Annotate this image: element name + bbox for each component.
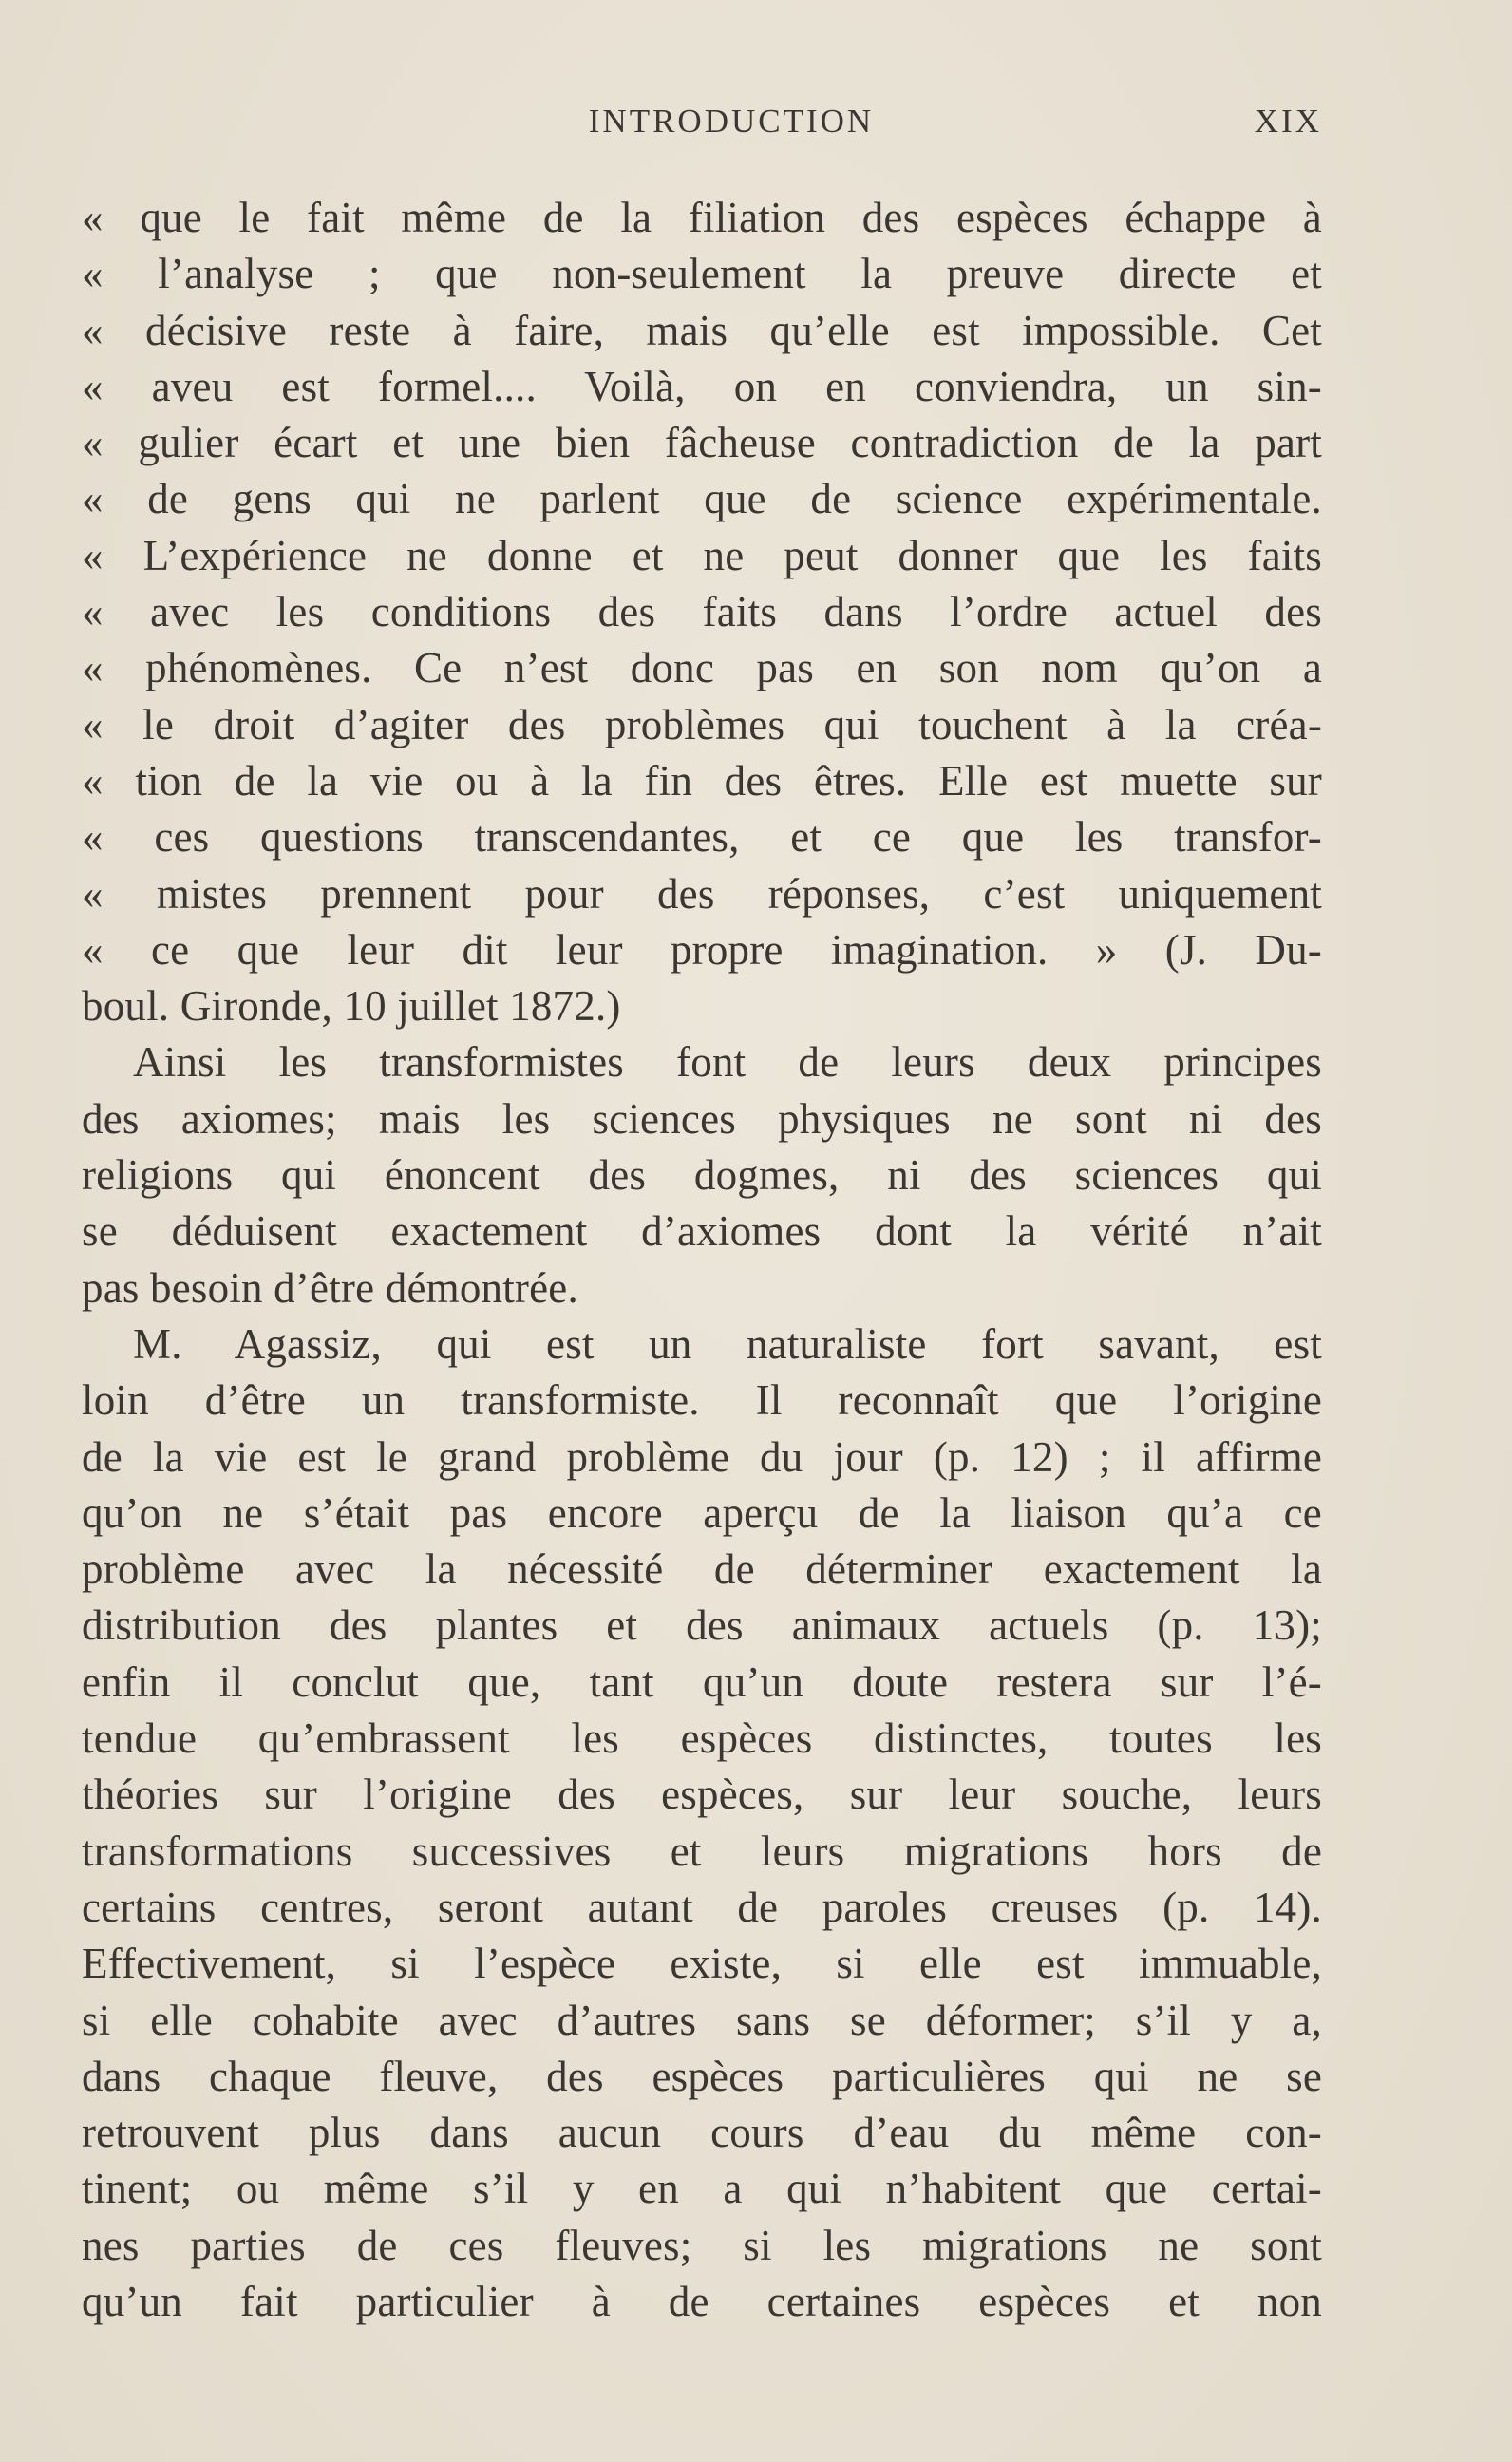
paragraph-first-line: Ainsi les transformistes font de leurs deux principes [133, 1038, 1322, 1087]
body-text [82, 190, 1322, 2330]
text-line: « de gens qui ne parlent que de science expérimentale. [82, 475, 1322, 523]
text-line: « ces questions transcendantes, et ce que les transfor- [82, 813, 1322, 862]
text-line: loin d’être un transformiste. Il reconnaît que l’origine [82, 1376, 1322, 1425]
text-line: « L’expérience ne donne et ne peut donner que les faits [82, 531, 1322, 579]
text-line: « phénomènes. Ce n’est donc pas en son nom qu’on a [82, 644, 1322, 692]
text-line: nes parties de ces fleuves; si les migrations ne sont [82, 2221, 1322, 2269]
page-number: XIX [1254, 103, 1322, 140]
page-header [84, 103, 1322, 150]
text-line: certains centres, seront autant de paroles creuses (p. 14). [82, 1883, 1322, 1931]
running-title: INTRODUCTION [588, 103, 875, 140]
text-line: « l’analyse ; que non-seulement la preuve directe et [82, 250, 1322, 298]
text-line: tendue qu’embrassent les espèces distinctes, toutes les [82, 1714, 1322, 1763]
text-line: « tion de la vie ou à la fin des êtres. Elle est muette sur [82, 756, 1322, 805]
text-line: dans chaque fleuve, des espèces particulières qui ne se [82, 2052, 1322, 2100]
text-line: se déduisent exactement d’axiomes dont la vérité n’ait [82, 1207, 1322, 1256]
text-line: pas besoin d’être démontrée. [82, 1263, 578, 1312]
text-line: Effectivement, si l’espèce existe, si elle est immuable, [82, 1940, 1322, 1988]
text-line: des axiomes; mais les sciences physiques ne sont ni des [82, 1094, 1322, 1143]
text-line: enfin il conclut que, tant qu’un doute restera sur l’é- [82, 1657, 1322, 1706]
text-line: religions qui énoncent des dogmes, ni des sciences qui [82, 1151, 1322, 1200]
text-line: « que le fait même de la filiation des espèces échappe à [82, 194, 1322, 241]
text-line: retrouvent plus dans aucun cours d’eau du même con- [82, 2109, 1322, 2157]
text-line: qu’on ne s’était pas encore aperçu de la liaison qu’a ce [82, 1488, 1322, 1537]
text-line: tinent; ou même s’il y en a qui n’habitent que certai- [82, 2165, 1322, 2213]
text-line: problème avec la nécessité de déterminer exactement la [82, 1545, 1322, 1594]
text-line: « aveu est formel.... Voilà, on en conviendra, un sin- [82, 362, 1322, 410]
text-line: si elle cohabite avec d’autres sans se déformer; s’il y a, [82, 1996, 1322, 2044]
text-line: « ce que leur dit leur propre imagination. » (J. Du- [82, 925, 1322, 974]
text-line: « gulier écart et une bien fâcheuse contradiction de la part [82, 419, 1322, 467]
text-line: « mistes prennent pour des réponses, c’est uniquement [82, 869, 1322, 918]
text-line: qu’un fait particulier à de certaines espèces et non [82, 2277, 1322, 2325]
text-line: distribution des plantes et des animaux actuels (p. 13); [82, 1601, 1322, 1650]
text-line: « décisive reste à faire, mais qu’elle est impossible. Cet [82, 306, 1322, 354]
text-line: « avec les conditions des faits dans l’ordre actuel des [82, 588, 1322, 636]
text-line: « le droit d’agiter des problèmes qui touchent à la créa- [82, 700, 1322, 748]
paragraph-first-line: M. Agassiz, qui est un naturaliste fort savant, est [133, 1319, 1322, 1368]
text-line: boul. Gironde, 10 juillet 1872.) [82, 982, 621, 1031]
text-line: transformations successives et leurs migrations hors de [82, 1827, 1322, 1875]
text-line: théories sur l’origine des espèces, sur leur souche, leurs [82, 1771, 1322, 1819]
text-line: de la vie est le grand problème du jour (p. 12) ; il affirme [82, 1432, 1322, 1481]
